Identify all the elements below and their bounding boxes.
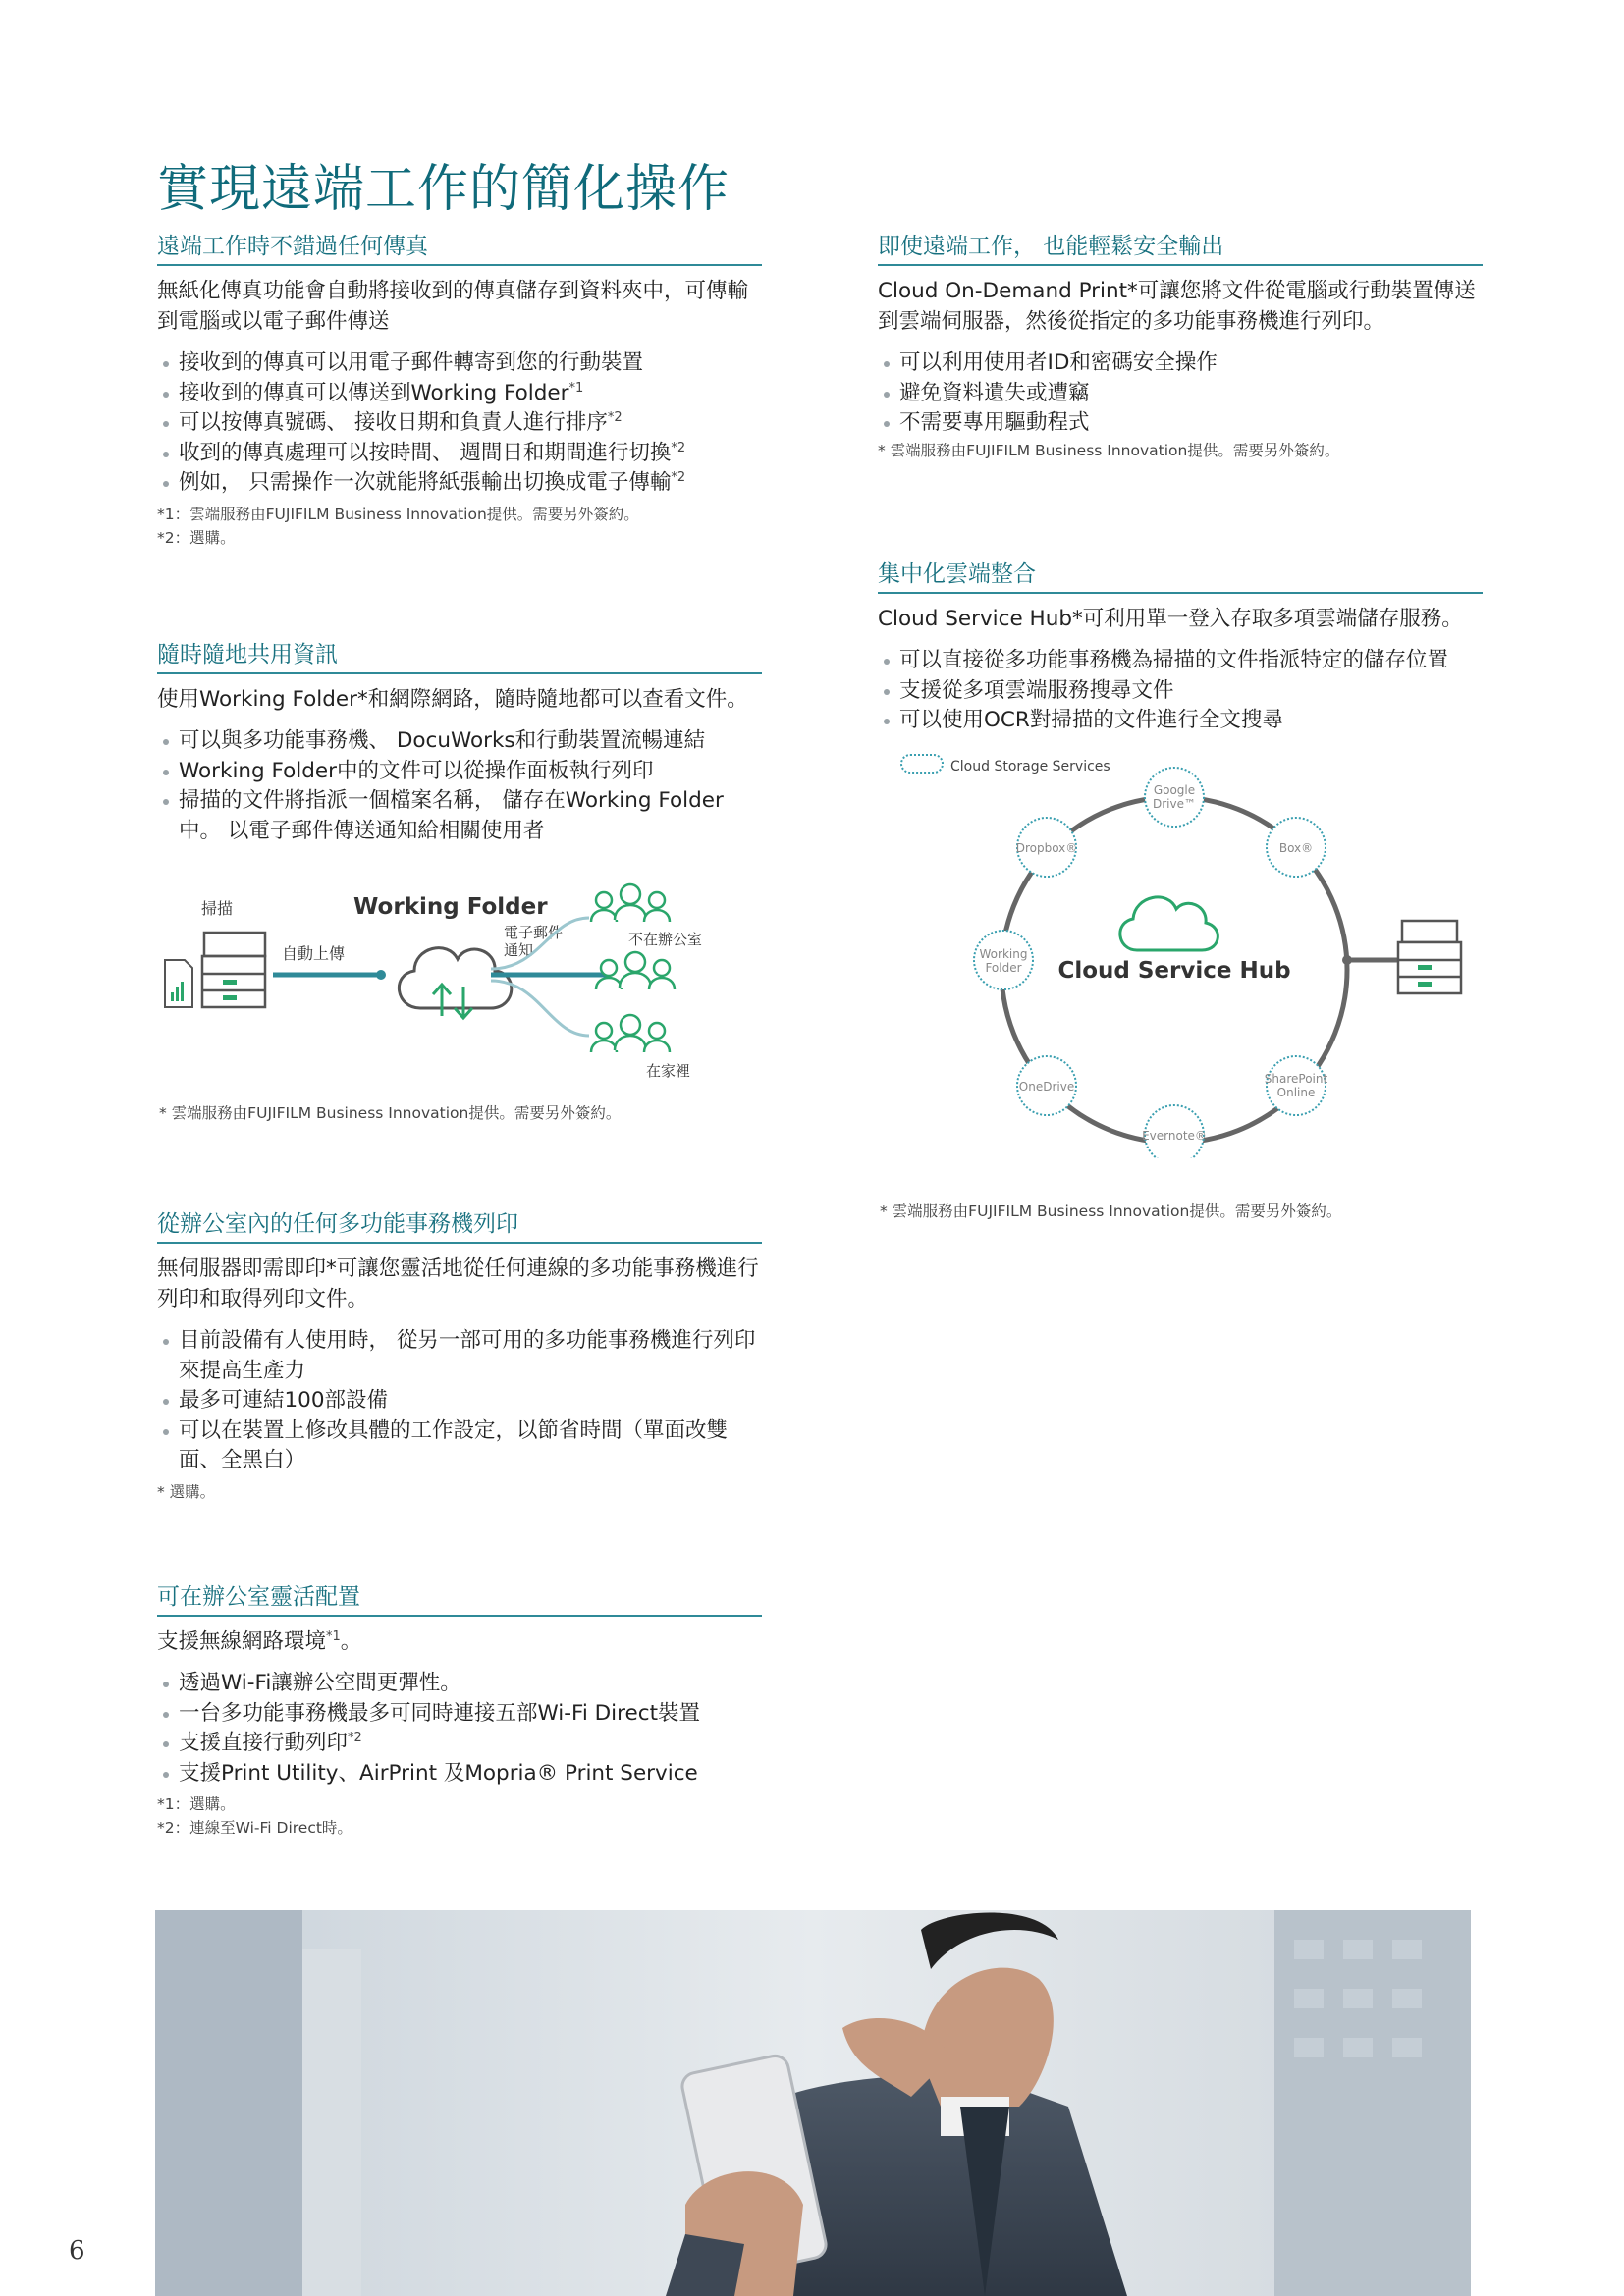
svg-text:Evernote®: Evernote® [1142, 1129, 1207, 1143]
footnote: *2：選購。 [157, 528, 236, 547]
legend-swatch [901, 755, 943, 773]
list-item: Working Folder中的文件可以從操作面板執行列印 [157, 757, 762, 787]
svg-text:Box®: Box® [1278, 841, 1314, 855]
printer-icon [202, 933, 265, 1007]
working-folder-diagram [157, 879, 727, 1090]
svg-text:Working: Working [979, 947, 1028, 961]
cloud-sync-icon [399, 948, 511, 1018]
not-in-office-label: 不在辦公室 [628, 931, 703, 948]
page-number: 6 [69, 2236, 85, 2266]
section-secure-print [878, 228, 1483, 462]
section-heading: 可在辦公室靈活配置 [157, 1578, 762, 1617]
svg-text:Online: Online [1276, 1086, 1316, 1099]
section-heading: 即使遠端工作， 也能輕鬆安全輸出 [878, 228, 1483, 266]
section-lead: Cloud Service Hub*可利用單一登入存取多項雲端儲存服務。 [878, 607, 1463, 631]
list-item: 收到的傳真處理可以按時間、 週間日和期間進行切換$^{*2}$ [157, 439, 762, 469]
bullet-list [157, 1669, 762, 1789]
bullet-list [157, 1326, 762, 1476]
people-group-icon [591, 1015, 670, 1052]
section-heading: 隨時隨地共用資訊 [157, 636, 762, 674]
document-chart-icon [165, 960, 192, 1007]
page-title: 實現遠端工作的簡化操作 [157, 160, 731, 219]
list-item: 一台多功能事務機最多可同時連接五部Wi-Fi Direct裝置 [157, 1699, 762, 1730]
svg-text:Google: Google [1153, 783, 1196, 797]
footnote: *2：連線至Wi-Fi Direct時。 [157, 1819, 352, 1837]
footnote: * 選購。 [157, 1482, 216, 1501]
list-item: 例如， 只需操作一次就能將紙張輸出切換成電子傳輸$^{*2}$ [157, 468, 762, 499]
list-item: 透過Wi-Fi讓辦公空間更彈性。 [157, 1669, 762, 1699]
bullet-list [878, 646, 1483, 736]
section-lead: 支援無線網路環境$^{*1}$。 [157, 1629, 362, 1654]
at-home-label: 在家裡 [646, 1062, 691, 1080]
bullet-list [878, 348, 1483, 439]
list-item: 最多可連結100部設備 [157, 1386, 762, 1416]
list-item: 避免資料遺失或遭竊 [878, 379, 1483, 409]
list-item: 可以直接從多功能事務機為掃描的文件指派特定的儲存位置 [878, 646, 1483, 676]
list-item: 目前設備有人使用時， 從另一部可用的多功能事務機進行列印來提高生產力 [157, 1326, 762, 1386]
notify-line-bottom [491, 981, 589, 1036]
section-print-any [157, 1205, 762, 1504]
list-item: 接收到的傳真可以傳送到Working Folder$^{*1}$ [157, 379, 762, 409]
bullet-list [157, 726, 762, 846]
svg-text:Folder: Folder [985, 961, 1022, 975]
svg-text:Drive™: Drive™ [1153, 797, 1196, 811]
section-heading: 遠端工作時不錯過任何傳真 [157, 228, 762, 266]
list-item: 接收到的傳真可以用電子郵件轉寄到您的行動裝置 [157, 348, 762, 379]
section-lead: 無紙化傳真功能會自動將接收到的傳真儲存到資料夾中，可傳輸到電腦或以電子郵件傳送 [157, 279, 749, 334]
list-item: 不需要專用驅動程式 [878, 408, 1483, 439]
footnote: *1：選購。 [157, 1795, 236, 1813]
section-lead: 無伺服器即需即印*可讓您靈活地從任何連線的多功能事務機進行列印和取得列印文件。 [157, 1256, 759, 1311]
list-item: 掃描的文件將指派一個檔案名稱， 儲存在Working Folder中。 以電子郵件傳送通知給相關使用者 [157, 786, 762, 846]
printer-icon [1398, 921, 1461, 993]
auto-upload-label: 自動上傳 [282, 944, 346, 963]
svg-text:Dropbox®: Dropbox® [1015, 841, 1078, 855]
footnote: * 雲端服務由FUJIFILM Business Innovation提供。需要另外簽約。 [878, 441, 1340, 459]
section-heading: 從辦公室內的任何多功能事務機列印 [157, 1205, 762, 1244]
list-item: 可以利用使用者ID和密碼安全操作 [878, 348, 1483, 379]
section-share [157, 636, 762, 846]
bullet-list [157, 348, 762, 499]
list-item: 支援Print Utility、AirPrint 及Mopria® Print Service [157, 1759, 762, 1789]
cloud-service-hub-diagram [884, 746, 1473, 1158]
section-flexible [157, 1578, 762, 1840]
list-item: 支援從多項雲端服務搜尋文件 [878, 676, 1483, 707]
svg-text:SharePoint: SharePoint [1264, 1072, 1328, 1086]
working-folder-label: Working Folder [353, 894, 548, 920]
section-cloud-hub [878, 556, 1483, 736]
legend-label: Cloud Storage Services [950, 759, 1110, 774]
footnote: *1：雲端服務由FUJIFILM Business Innovation提供。需要另外簽約。 [157, 505, 639, 523]
scan-label: 掃描 [201, 899, 234, 918]
list-item: 可以在裝置上修改具體的工作設定，以節省時間（單面改雙面、全黑白） [157, 1416, 762, 1476]
svg-text:OneDrive: OneDrive [1018, 1080, 1075, 1094]
people-group-icon [591, 884, 670, 922]
cloud-icon [1120, 897, 1218, 950]
email-label-2: 通知 [504, 941, 534, 959]
list-item: 可以按傳真號碼、 接收日期和負責人進行排序$^{*2}$ [157, 408, 762, 439]
people-group-icon [596, 952, 675, 989]
section-fax [157, 228, 762, 550]
footnote: * 雲端服務由FUJIFILM Business Innovation提供。需要另外簽約。 [880, 1202, 1342, 1220]
section-heading: 集中化雲端整合 [878, 556, 1483, 594]
email-label-1: 電子郵件 [504, 924, 564, 941]
list-item: 可以與多功能事務機、 DocuWorks和行動裝置流暢連結 [157, 726, 762, 757]
list-item: 可以使用OCR對掃描的文件進行全文搜尋 [878, 706, 1483, 736]
section-lead: Cloud On-Demand Print*可讓您將文件從電腦或行動裝置傳送到雲端伺服器，然後從指定的多功能事務機進行列印。 [878, 279, 1476, 334]
list-item: 支援直接行動列印$^{*2}$ [157, 1729, 762, 1759]
hub-label: Cloud Service Hub [1057, 958, 1291, 984]
businessman-phone-photo [155, 1910, 1471, 2296]
upload-dot [376, 970, 386, 980]
section-lead: 使用Working Folder*和網際網路，隨時隨地都可以查看文件。 [157, 687, 748, 712]
footnote: * 雲端服務由FUJIFILM Business Innovation提供。需要另外簽約。 [159, 1104, 622, 1122]
